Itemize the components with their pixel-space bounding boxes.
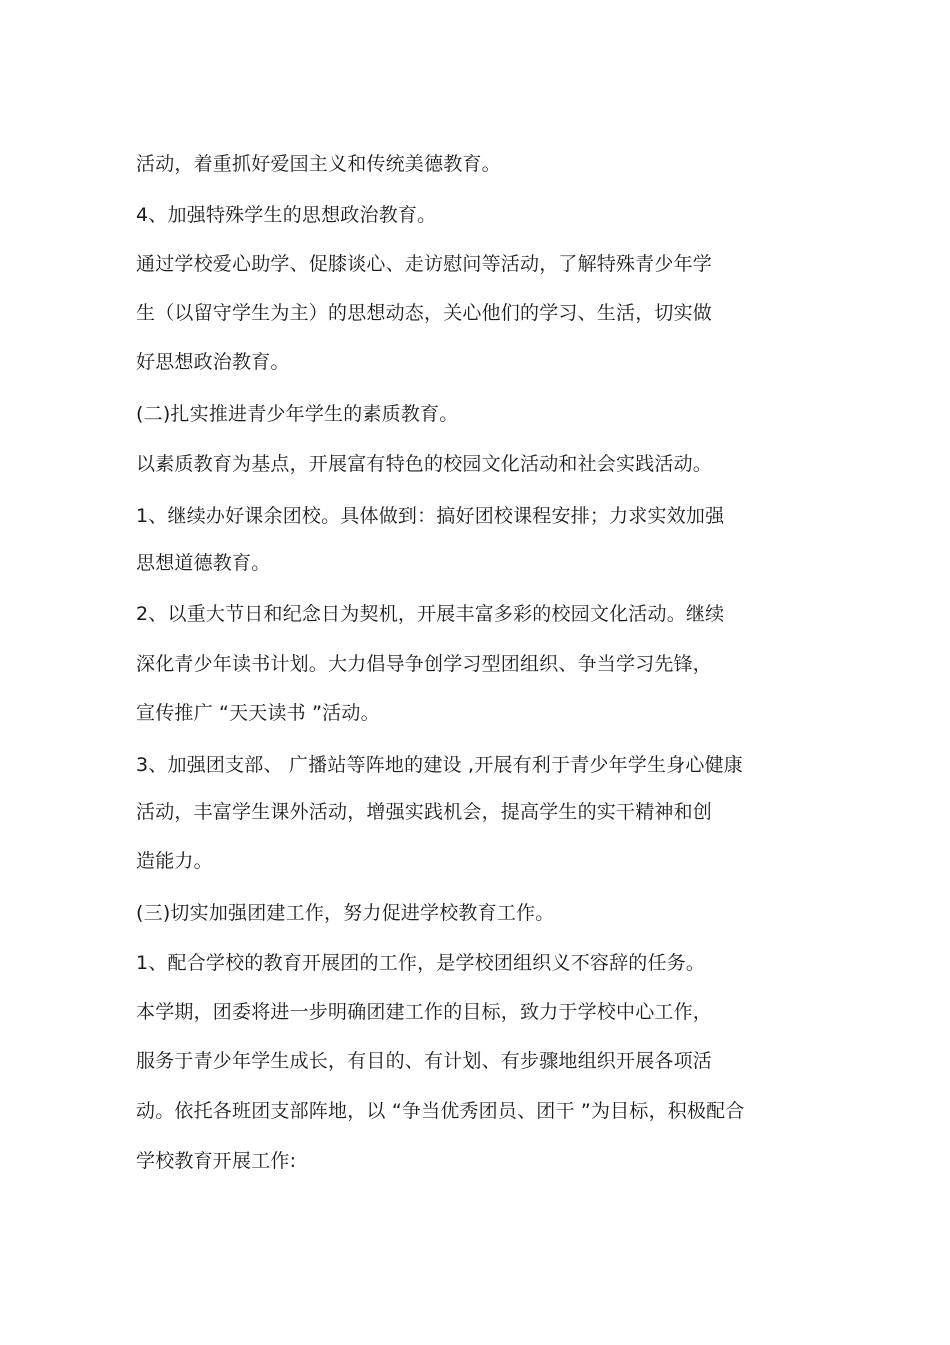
item-heading-1b: 1、配合学校的教育开展团的工作，是学校团组织义不容辞的任务。: [136, 952, 706, 974]
text-line: 以素质教育为基点，开展富有特色的校园文化活动和社会实践活动。: [136, 453, 713, 475]
text-line: 好思想政治教育。: [136, 351, 290, 373]
item-heading-4: 4、加强特殊学生的思想政治教育。: [136, 204, 437, 226]
section-heading-2: (二)扎实推进青少年学生的素质教育。: [136, 403, 459, 425]
text-line: 服务于青少年学生成长，有目的、有计划、有步骤地组织开展各项活: [136, 1050, 713, 1072]
text-line: 造能力。: [136, 850, 213, 872]
text-line: 思想道德教育。: [136, 552, 271, 574]
text-line: 动。依托各班团支部阵地，以 “争当优秀团员、团干 ”为目标，积极配合: [136, 1100, 745, 1122]
text-line: 学校教育开展工作:: [136, 1150, 297, 1172]
item-heading-1: 1、继续办好课余团校。具体做到：搞好团校课程安排；力求实效加强: [136, 505, 725, 527]
text-line: 本学期，团委将进一步明确团建工作的目标，致力于学校中心工作，: [136, 1001, 713, 1023]
item-heading-3: 3、加强团支部、 广播站等阵地的建设 ,开展有利于青少年学生身心健康: [136, 754, 744, 776]
text-line: 宣传推广 “天天读书 ”活动。: [136, 702, 380, 724]
text-line: 活动，着重抓好爱国主义和传统美德教育。: [136, 153, 501, 175]
text-line: 生（以留守学生为主）的思想动态，关心他们的学习、生活，切实做: [136, 302, 713, 324]
text-line: 深化青少年读书计划。大力倡导争创学习型团组织、争当学习先锋，: [136, 653, 713, 675]
item-heading-2: 2、以重大节日和纪念日为契机，开展丰富多彩的校园文化活动。继续: [136, 603, 725, 625]
text-line: 活动，丰富学生课外活动，增强实践机会，提高学生的实干精神和创: [136, 801, 713, 823]
text-line: 通过学校爱心助学、促膝谈心、走访慰问等活动，了解特殊青少年学: [136, 253, 713, 275]
section-heading-3: (三)切实加强团建工作，努力促进学校教育工作。: [136, 902, 555, 924]
